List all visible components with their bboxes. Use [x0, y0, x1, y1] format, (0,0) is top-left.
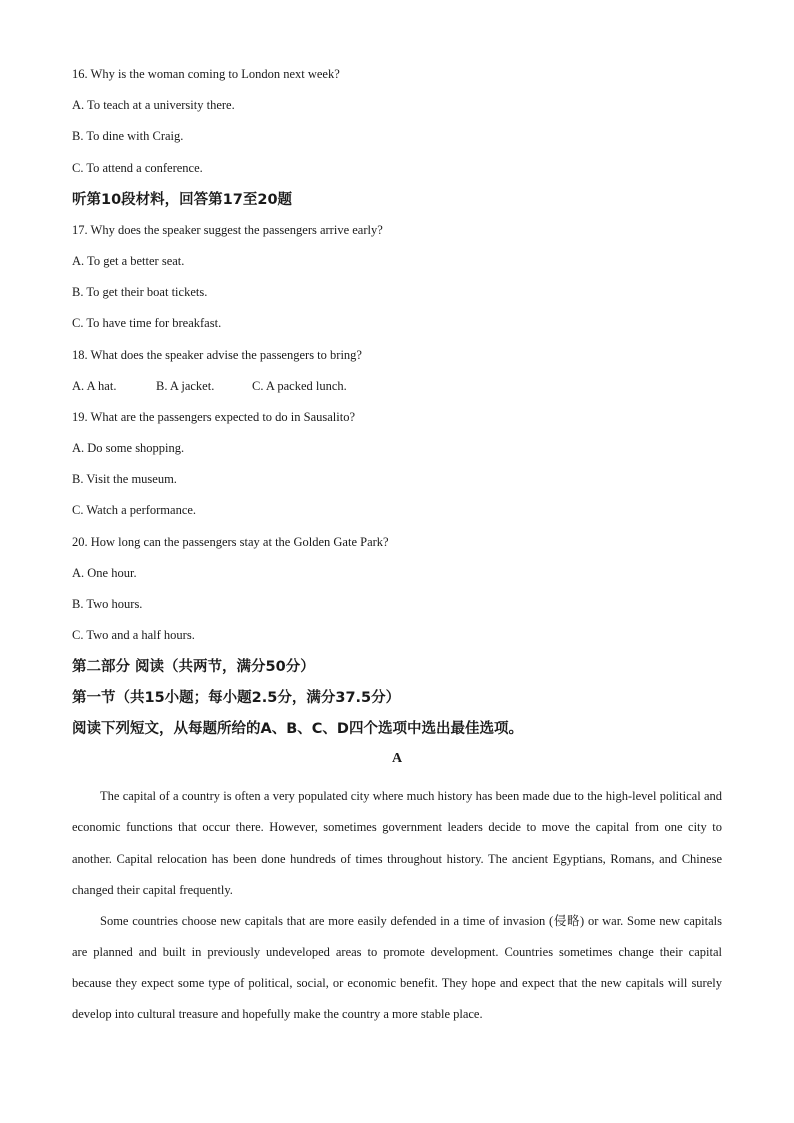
question-19-stem: 19. What are the passengers expected to do in Sausalito?: [72, 409, 356, 424]
section-1-heading: 第一节（共15小题；每小题2.5分，满分37.5分）: [72, 690, 401, 707]
question-18-option-c: C. A packed lunch.: [252, 378, 347, 393]
question-20-option-c: C. Two and a half hours.: [72, 628, 195, 643]
question-18-option-b: B. A jacket.: [156, 378, 215, 393]
passage-paragraph-2: Some countries choose new capitals that are more easily defended in a time of invasion (侵略) or war. Some new capitals are planned and built in previously undeveloped areas to promote development. Countries sometimes change their capital because they expect some type of political, social, or economic benefit. They hope and expect that the new capitals will surely develop into cultural treasure and hopefully make the country a more stable place.: [72, 913, 722, 1022]
question-19-option-c: C. Watch a performance.: [72, 503, 197, 518]
question-18-stem: 18. What does the speaker advise the passengers to bring?: [72, 347, 362, 362]
question-18-options: [72, 378, 722, 394]
question-17-option-b: B. To get their boat tickets.: [72, 285, 208, 300]
question-20-option-a: A. One hour.: [72, 565, 137, 580]
question-16-option-b: B. To dine with Craig.: [72, 129, 184, 144]
question-20-stem: 20. How long can the passengers stay at the Golden Gate Park?: [72, 534, 389, 549]
passage-label: A: [391, 751, 403, 767]
question-19-option-b: B. Visit the museum.: [72, 472, 177, 487]
question-18-option-a: A. A hat.: [72, 378, 117, 393]
question-20-option-b: B. Two hours.: [72, 597, 143, 611]
question-16-option-c: C. To attend a conference.: [72, 160, 203, 175]
exam-page: [72, 66, 722, 1030]
question-16-option-a: A. To teach at a university there.: [72, 98, 235, 113]
question-17-option-a: A. To get a better seat.: [72, 253, 185, 268]
question-17-option-c: C. To have time for breakfast.: [72, 316, 222, 331]
question-19-option-a: A. Do some shopping.: [72, 441, 185, 456]
question-17-stem: 17. Why does the speaker suggest the passengers arrive early?: [72, 222, 383, 237]
passage-paragraph-1: The capital of a country is often a very populated city where much history has been made due to the high-level political and economic functions that occur there. However, sometimes government leaders decide to move the capital from one city to another. Capital relocation has been done hundreds of times throughout history. The ancient Egyptians, Romans, and Chinese changed their capital frequently.: [72, 789, 722, 897]
section-10-heading: 听第10段材料，回答第17至20题: [72, 191, 293, 208]
part-2-heading: 第二部分 阅读（共两节，满分50分）: [72, 659, 315, 676]
question-16-stem: 16. Why is the woman coming to London next week?: [72, 67, 340, 81]
reading-instruction: 阅读下列短文，从每题所给的A、B、C、D四个选项中选出最佳选项。: [72, 721, 523, 738]
